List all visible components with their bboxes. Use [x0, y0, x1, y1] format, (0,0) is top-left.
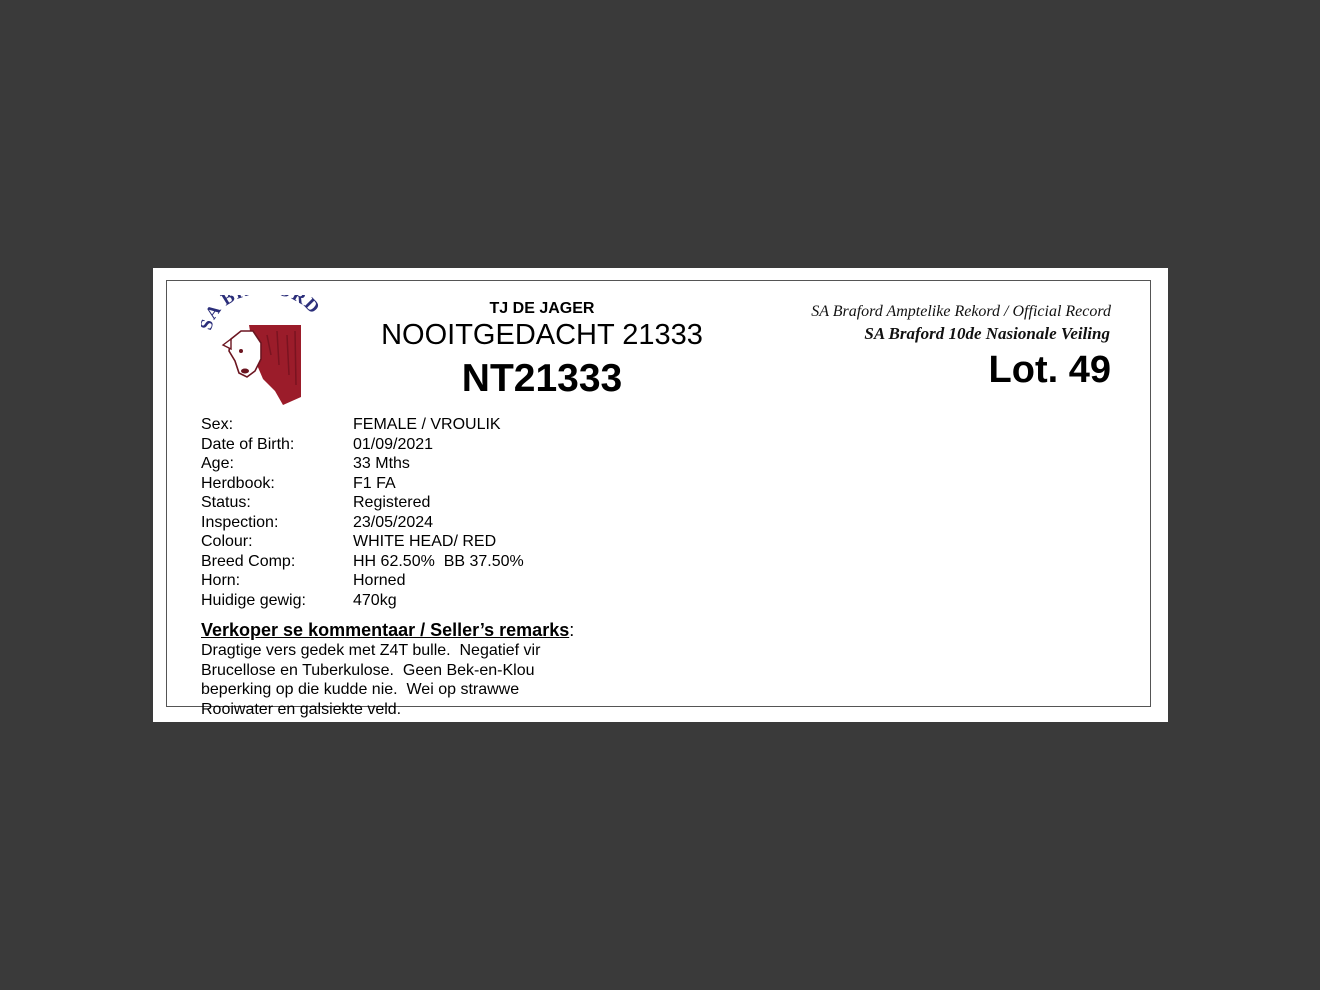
auction-name: SA Braford 10de Nasionale Veiling — [864, 324, 1110, 343]
farm-name: NOOITGEDACHT 21333 — [381, 319, 703, 351]
detail-label: Huidige gewig: — [201, 591, 306, 609]
remarks-heading-text: Verkoper se kommentaar / Seller’s remarks — [201, 620, 570, 640]
detail-value: F1 FA — [353, 474, 396, 492]
detail-row-herdbook — [201, 474, 701, 494]
detail-row-sex — [201, 415, 701, 435]
seller-remarks — [201, 641, 601, 719]
detail-label: Inspection: — [201, 513, 279, 531]
detail-value: Horned — [353, 572, 406, 589]
detail-row-date-of-birth — [201, 435, 701, 455]
owner-name: TJ DE JAGER — [489, 300, 595, 317]
detail-row-horn — [201, 571, 701, 591]
detail-value: FEMALE / VROULIK — [353, 416, 501, 433]
detail-label: Colour: — [201, 533, 253, 550]
detail-row-inspection — [201, 513, 701, 533]
lot-card-frame — [166, 280, 1151, 718]
remarks-heading — [201, 620, 574, 641]
detail-value: HH 62.50% BB 37.50% — [353, 552, 524, 570]
lot-number: Lot. 49 — [988, 349, 1111, 391]
logo-text: A B RD — [201, 295, 325, 323]
detail-value: 23/05/2024 — [353, 513, 434, 531]
detail-label: Status: — [201, 494, 251, 511]
detail-row-age — [201, 454, 701, 474]
detail-label: Herdbook: — [201, 474, 275, 492]
detail-row-weight — [201, 591, 701, 611]
detail-label: Breed Comp: — [201, 552, 296, 570]
detail-label: Date of Birth: — [201, 435, 295, 453]
sa-braford-logo — [201, 295, 325, 407]
detail-label: Sex: — [201, 416, 234, 433]
detail-row-colour — [201, 532, 701, 552]
detail-value: 01/09/2021 — [353, 435, 434, 453]
remark-line: Rooiwater en galsiekte veld. — [201, 700, 402, 718]
detail-value: 470kg — [353, 591, 397, 609]
animal-details — [201, 415, 701, 610]
detail-label: Horn: — [201, 572, 241, 589]
detail-row-status — [201, 493, 701, 513]
detail-value: Registered — [353, 494, 431, 511]
detail-value: WHITE HEAD/ RED — [353, 533, 497, 550]
lot-card — [153, 268, 1168, 722]
remarks-heading-colon: : — [569, 620, 575, 640]
remark-line: Brucellose en Tuberkulose. Geen Bek-en-Klou — [201, 661, 535, 679]
animal-id: NT21333 — [461, 357, 623, 400]
official-record-line: SA Braford Amptelike Rekord / Official Record — [811, 303, 1111, 320]
bull-head-logo-icon — [201, 295, 325, 407]
remark-line: beperking op die kudde nie. Wei op strawwe — [201, 681, 520, 698]
detail-row-breed-comp — [201, 552, 701, 572]
detail-value: 33 Mths — [353, 455, 410, 472]
remark-line: Dragtige vers gedek met Z4T bulle. Negatief vir — [201, 642, 541, 659]
detail-label: Age: — [201, 455, 234, 472]
